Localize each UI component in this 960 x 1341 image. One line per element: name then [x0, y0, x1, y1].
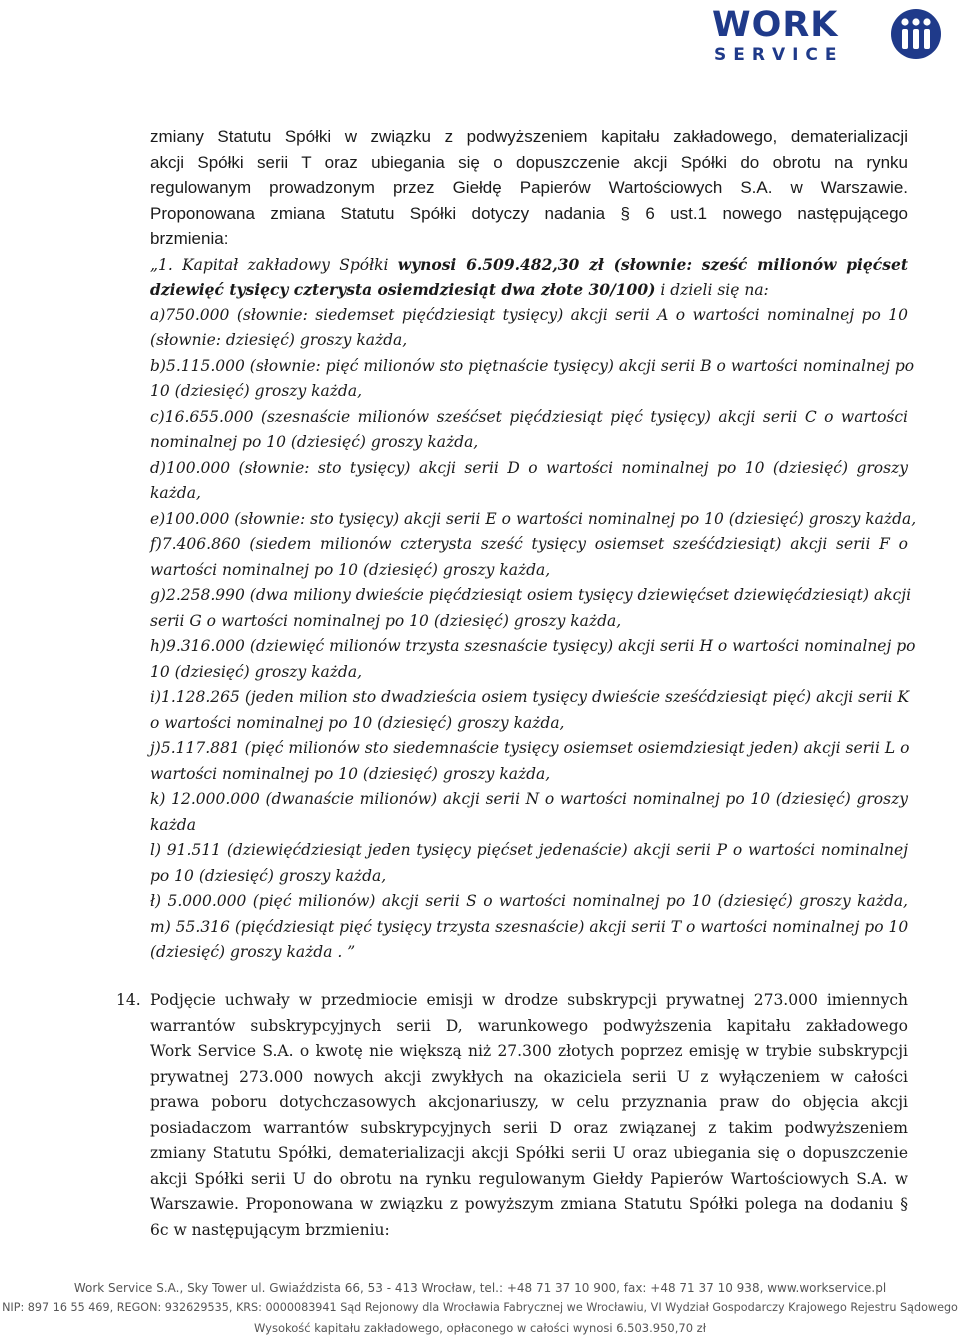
- item-line: 6c w następującym brzmieniu:: [150, 1220, 390, 1239]
- intro-line: regulowanym prowadzonym przez Giełdę Papierów Wartościowych S.A. w Warszawie.: [150, 178, 908, 197]
- item-line: prawa poboru dotychczasowych akcjonariuszy, w celu przyznania praw do objęcia akcji: [150, 1093, 908, 1111]
- item-line: prywatnej 273.000 nowych akcji zwykłych na okaziciela serii U z wyłączeniem w całości: [150, 1067, 908, 1086]
- capital-line-2: [150, 277, 908, 303]
- series-line: c)16.655.000 (szesnaście milionów sześćset pięćdziesiąt pięć tysięcy) akcji serii C o wartości: [150, 407, 908, 426]
- series-line: a)750.000 (słownie: siedemset pięćdziesiąt tysięcy) akcji serii A o wartości nominalnej po 10: [150, 305, 908, 324]
- series-line: każda,: [150, 484, 201, 502]
- capital-suffix: i dzieli się na:: [655, 281, 769, 299]
- series-line: o wartości nominalnej po 10 (dziesięć) groszy każda,: [150, 713, 565, 732]
- item-line: Warszawie. Proponowana w związku z powyższym zmiana Statutu Spółki polega na dodaniu §: [150, 1195, 908, 1213]
- series-line: d)100.000 (słownie: sto tysięcy) akcji serii D o wartości nominalnej po 10 (dziesięć) groszy: [150, 458, 908, 477]
- series-line: nominalnej po 10 (dziesięć) groszy każda,: [150, 433, 479, 451]
- item-line: warrantów subskrypcyjnych serii D, warunkowego podwyższenia kapitału zakładowego: [150, 1016, 908, 1035]
- item-line: posiadaczom warrantów subskrypcyjnych serii D oraz związanej z takim podwyższeniem: [150, 1118, 908, 1137]
- series-line: (dziesięć) groszy każda . ”: [150, 943, 356, 961]
- item-line: Work Service S.A. o kwotę nie większą niż 27.300 złotych poprzez emisję w trybie subskrypcji: [150, 1042, 908, 1060]
- item-line: zmiany Statutu Spółki, dematerializacji akcji Spółki serii U oraz ubiegania się o dopuszczenie: [150, 1144, 908, 1162]
- series-line: g)2.258.990 (dwa miliony dwieście pięćdziesiąt osiem tysięcy dziewięćset dziewięćdziesiąt) akcji: [150, 586, 912, 604]
- footer-capital: Wysokość kapitału zakładowego, opłaconego w całości wynosi 6.503.950,70 zł: [254, 1321, 706, 1335]
- capital-prefix: „1. Kapitał zakładowy Spółki: [150, 255, 398, 274]
- item-line: akcji Spółki serii U do obrotu na rynku regulowanym Giełdy Papierów Wartościowych S.A. w: [150, 1169, 908, 1188]
- logo-word-work: WORK: [712, 5, 839, 45]
- capital-amount: wynosi 6.509.482,30 zł (słownie: sześć milionów pięćset: [397, 254, 908, 274]
- series-line: ł) 5.000.000 (pięć milionów) akcji serii S o wartości nominalnej po 10 (dziesięć) groszy każda,: [150, 892, 908, 910]
- series-line: po 10 (dziesięć) groszy każda,: [150, 866, 387, 885]
- capital-line-1: [150, 252, 908, 278]
- series-line: h)9.316.000 (dziewięć milionów trzysta szesnaście tysięcy) akcji serii H o wartości nominalnej po: [150, 637, 916, 655]
- series-line: wartości nominalnej po 10 (dziesięć) groszy każda,: [150, 764, 551, 783]
- series-line: 10 (dziesięć) groszy każda,: [150, 382, 363, 400]
- series-line: każda: [150, 815, 196, 834]
- capital-amount-words: dziewięć tysięcy czterysta osiemdziesiąt dwa złote 30/100): [150, 280, 656, 299]
- series-line: serii G o wartości nominalnej po 10 (dziesięć) groszy każda,: [150, 611, 622, 630]
- company-logo: [712, 6, 944, 66]
- series-line: wartości nominalnej po 10 (dziesięć) groszy każda,: [150, 560, 551, 579]
- intro-line: akcji Spółki serii T oraz ubiegania się o dopuszczenie akcji Spółki do obrotu na rynku: [150, 152, 908, 172]
- series-line: j)5.117.881 (pięć milionów sto siedemnaście tysięcy osiemset osiemdziesiąt jeden) akcji serii L o: [150, 739, 910, 757]
- series-line: l) 91.511 (dziewięćdziesiąt jeden tysięcy pięćset jedenaście) akcji serii P o wartości nominalnej: [150, 841, 908, 859]
- document-body: [150, 124, 917, 966]
- item-number: 14.: [116, 991, 141, 1009]
- series-line: f)7.406.860 (siedem milionów czterysta sześć tysięcy osiemset sześćdziesiąt) akcji serii F o: [150, 535, 908, 553]
- series-line: 10 (dziesięć) groszy każda,: [150, 662, 363, 681]
- intro-line: Proponowana zmiana Statutu Spółki dotyczy nadania § 6 ust.1 nowego następującego: [150, 203, 908, 223]
- series-line: e)100.000 (słownie: sto tysięcy) akcji serii E o wartości nominalnej po 10 (dziesięć) groszy każda,: [150, 509, 917, 528]
- item-line: Podjęcie uchwały w przedmiocie emisji w drodze subskrypcji prywatnej 273.000 imiennych: [150, 991, 908, 1009]
- intro-line: zmiany Statutu Spółki w związku z podwyższeniem kapitału zakładowego, dematerializacji: [150, 127, 908, 146]
- series-line: k) 12.000.000 (dwanaście milionów) akcji serii N o wartości nominalnej po 10 (dziesięć) groszy: [150, 790, 908, 808]
- footer-registration: NIP: 897 16 55 469, REGON: 932629535, KRS: 0000083941 Sąd Rejonowy dla Wrocławia Fabrycznej we Wrocławiu, VI Wydział Gospodarczy Krajowego Rejestru Sądowego: [2, 1301, 958, 1314]
- intro-line: brzmienia:: [150, 229, 229, 248]
- series-line: (słownie: dziesięć) groszy każda,: [150, 331, 408, 349]
- series-line: m) 55.316 (pięćdziesiąt pięć tysięcy trzysta szesnaście) akcji serii T o wartości nominalnej po 10: [150, 917, 909, 936]
- footer-address: Work Service S.A., Sky Tower ul. Gwiaździsta 66, 53 - 413 Wrocław, tel.: +48 71 37 10 900, fax: +48 71 37 10 938, www.workservice.pl: [73, 1281, 887, 1295]
- series-line: i)1.128.265 (jeden milion sto dwadzieścia osiem tysięcy dwieście sześćdziesiąt pięć) akcji serii K: [150, 688, 910, 706]
- series-line: b)5.115.000 (słownie: pięć milionów sto piętnaście tysięcy) akcji serii B o wartości nominalnej po: [150, 356, 915, 375]
- agenda-item-14: [116, 988, 908, 1243]
- logo-circle-icon: [890, 8, 942, 60]
- logo-word-service: SERVICE: [714, 45, 844, 65]
